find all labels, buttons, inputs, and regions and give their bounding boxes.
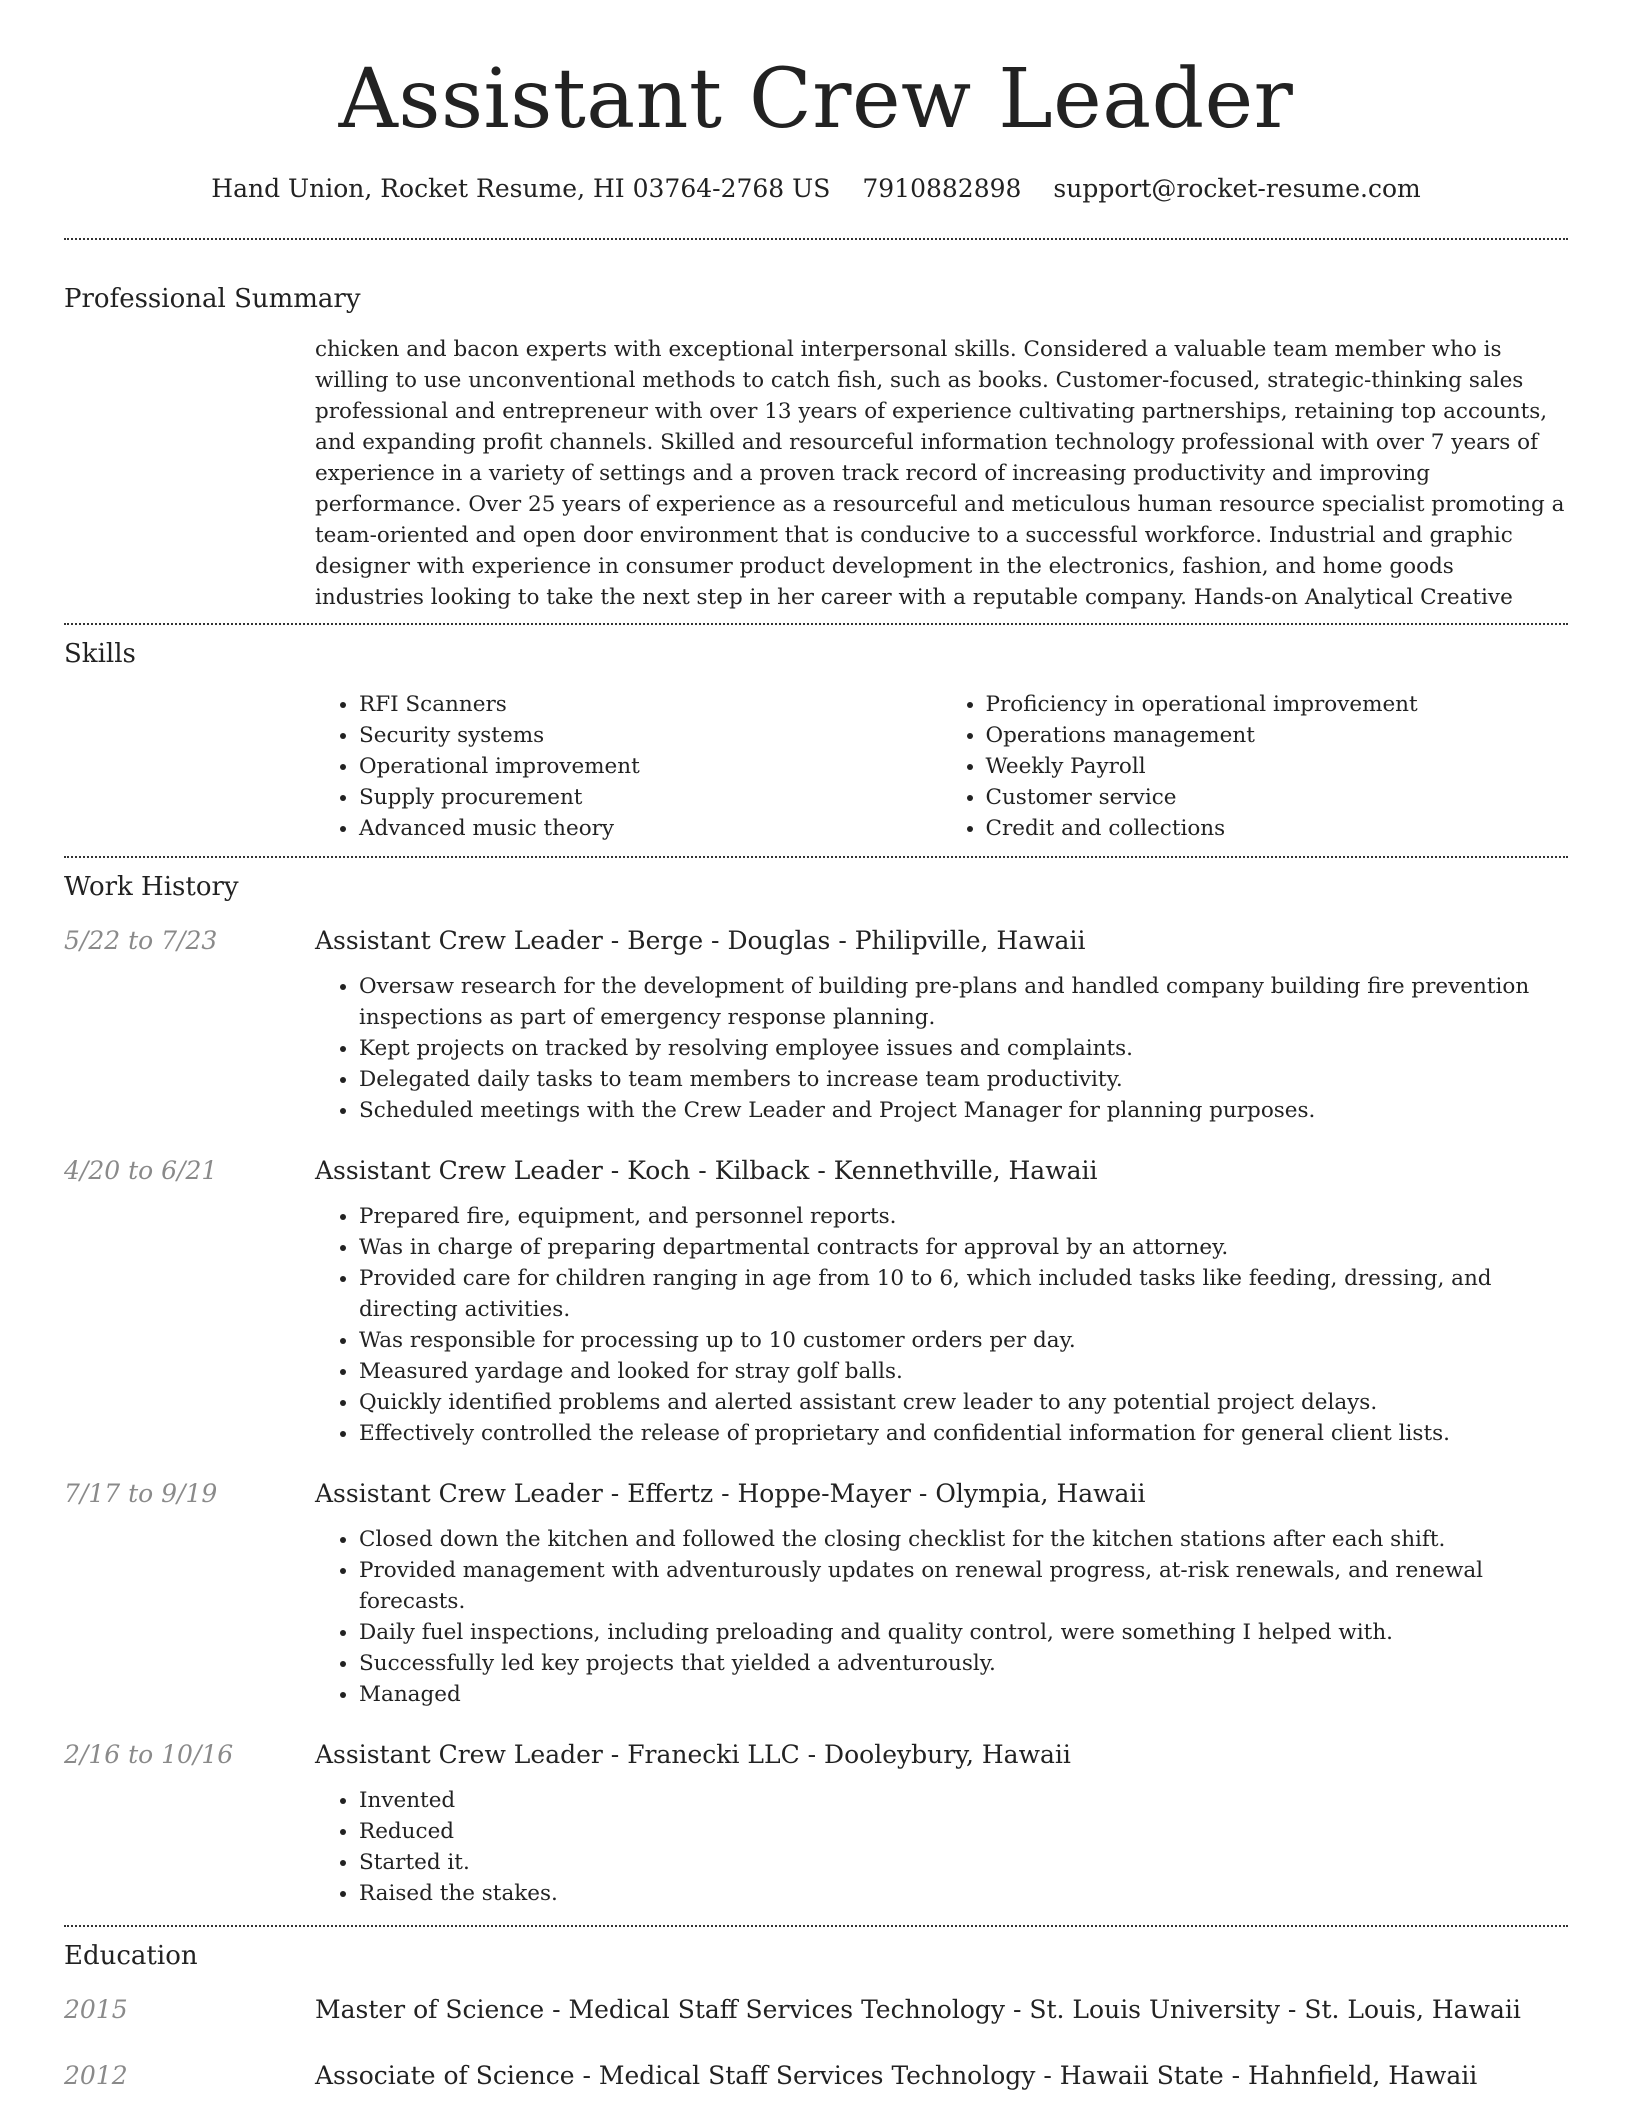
education-entry: [64, 1993, 1568, 2027]
skill-item: • Advanced music theory: [359, 813, 942, 844]
work-title: Work History: [64, 872, 239, 902]
education-degree: Master of Science - Medical Staff Services Technology - St. Louis University - St. Louis, Hawaii: [315, 1995, 1521, 2024]
summary-text: chicken and bacon experts with exceptional interpersonal skills. Considered a valuable team member who is willing to use unconventional methods to catch fish, such as books. Customer-focused, strategic-thinking sales professional and entrepreneur with over 13 years of experience cultivating partnerships, retaining top accounts, and expanding profit channels. Skilled and resourceful information technology professional with over 7 years of experience in a variety of settings and a proven track record of increasing productivity and improving performance. Over 25 years of experience as a resourceful and meticulous human resource specialist promoting a team-oriented and open door environment that is conducive to a successful workforce. Industrial and graphic designer with experience in consumer product development in the electronics, fashion, and home goods industries looking to take the next step in her career with a reputable company. Hands-on Analytical Creative: [315, 337, 1565, 610]
skill-item: • Supply procurement: [359, 782, 942, 813]
education-degree: Associate of Science - Medical Staff Services Technology - Hawaii State - Hahnfield, Hawaii: [315, 2061, 1478, 2090]
job-bullet: • Scheduled meetings with the Crew Leader and Project Manager for planning purposes.: [359, 1095, 1568, 1126]
job-title: Assistant Crew Leader - Koch - Kilback - Kennethville, Hawaii: [315, 1156, 1098, 1185]
job-bullet: • Oversaw research for the development of building pre-plans and handled company building fire prevention inspections as part of emergency response planning.: [359, 971, 1568, 1033]
skill-item: • Proficiency in operational improvement: [986, 689, 1569, 720]
education-year: 2015: [64, 1995, 128, 2024]
job-entry: [64, 924, 1568, 1126]
contact-phone: 7910882898: [862, 174, 1022, 203]
job-bullet: • Kept projects on tracked by resolving employee issues and complaints.: [359, 1033, 1568, 1064]
skill-item: • Operational improvement: [359, 751, 942, 782]
job-bullet: • Raised the stakes.: [359, 1878, 1568, 1909]
job-bullet: • Daily fuel inspections, including preloading and quality control, were something I helped with.: [359, 1617, 1568, 1648]
job-bullet: • Quickly identified problems and alerted assistant crew leader to any potential project delays.: [359, 1387, 1568, 1418]
job-body: [315, 1154, 1568, 1449]
job-bullet: • Closed down the kitchen and followed the closing checklist for the kitchen stations after each shift.: [359, 1524, 1568, 1555]
job-bullet: • Invented: [359, 1785, 1568, 1816]
job-bullet: • Effectively controlled the release of proprietary and confidential information for general client lists.: [359, 1418, 1568, 1449]
summary-section: [64, 240, 1568, 623]
work-section: [64, 858, 1568, 1925]
skill-item: • Operations management: [986, 720, 1569, 751]
job-bullets: [315, 1524, 1568, 1710]
job-bullet: • Started it.: [359, 1847, 1568, 1878]
skill-item: • Weekly Payroll: [986, 751, 1569, 782]
education-section: [64, 1927, 1568, 2093]
education-entry: [64, 2059, 1568, 2093]
job-body: [315, 1477, 1568, 1710]
job-dates: 7/17 to 9/19: [64, 1479, 218, 1508]
job-bullet: • Successfully led key projects that yielded a adventurously.: [359, 1648, 1568, 1679]
contact-email: support@rocket-resume.com: [1053, 174, 1421, 203]
summary-title: Professional Summary: [64, 284, 361, 314]
job-dates: 2/16 to 10/16: [64, 1740, 234, 1769]
skill-item: • Security systems: [359, 720, 942, 751]
job-body: [315, 924, 1568, 1126]
education-body: [315, 2059, 1568, 2093]
job-dates: 4/20 to 6/21: [64, 1156, 218, 1185]
job-bullet: • Measured yardage and looked for stray golf balls.: [359, 1356, 1568, 1387]
job-dates: 5/22 to 7/23: [64, 926, 218, 955]
job-bullets: [315, 1785, 1568, 1909]
job-bullet: • Provided management with adventurously updates on renewal progress, at-risk renewals, and renewal forecasts.: [359, 1555, 1568, 1617]
summary-left-spacer: [64, 334, 315, 613]
job-title: Assistant Crew Leader - Berge - Douglas - Philipville, Hawaii: [315, 926, 1086, 955]
skill-item: • Customer service: [986, 782, 1569, 813]
job-bullet: • Managed: [359, 1679, 1568, 1710]
skills-left-spacer: [64, 689, 315, 844]
candidate-name: Assistant Crew Leader: [338, 52, 1294, 147]
job-title: Assistant Crew Leader - Effertz - Hoppe-Mayer - Olympia, Hawaii: [315, 1479, 1146, 1508]
job-entry: [64, 1738, 1568, 1909]
job-bullets: [315, 971, 1568, 1126]
skills-list-right: [942, 689, 1569, 844]
job-title: Assistant Crew Leader - Franecki LLC - Dooleybury, Hawaii: [315, 1740, 1071, 1769]
job-bullet: • Delegated daily tasks to team members to increase team productivity.: [359, 1064, 1568, 1095]
summary-row: [64, 334, 1568, 623]
education-year: 2012: [64, 2061, 128, 2090]
job-bullet: • Reduced: [359, 1816, 1568, 1847]
job-entry: [64, 1477, 1568, 1710]
skill-item: • RFI Scanners: [359, 689, 942, 720]
skills-title: Skills: [64, 639, 136, 669]
job-entry: [64, 1154, 1568, 1449]
job-body: [315, 1738, 1568, 1909]
skills-row: [64, 689, 1568, 856]
job-bullet: • Was responsible for processing up to 10 customer orders per day.: [359, 1325, 1568, 1356]
work-section-spacer: [64, 1909, 1568, 1925]
contact-line: [64, 172, 1568, 206]
job-bullet: • Prepared fire, equipment, and personnel reports.: [359, 1201, 1568, 1232]
education-title: Education: [64, 1941, 198, 1971]
education-body: [315, 1993, 1568, 2027]
job-bullets: [315, 1201, 1568, 1449]
summary-body: [315, 334, 1568, 613]
job-bullet: • Provided care for children ranging in age from 10 to 6, which included tasks like feeding, dressing, and directing activities.: [359, 1263, 1568, 1325]
contact-address: Hand Union, Rocket Resume, HI 03764-2768 US: [211, 174, 831, 203]
job-bullet: • Was in charge of preparing departmental contracts for approval by an attorney.: [359, 1232, 1568, 1263]
skills-list-left: [315, 689, 942, 844]
skills-grid: [315, 689, 1568, 844]
skill-item: • Credit and collections: [986, 813, 1569, 844]
skills-section: [64, 625, 1568, 856]
